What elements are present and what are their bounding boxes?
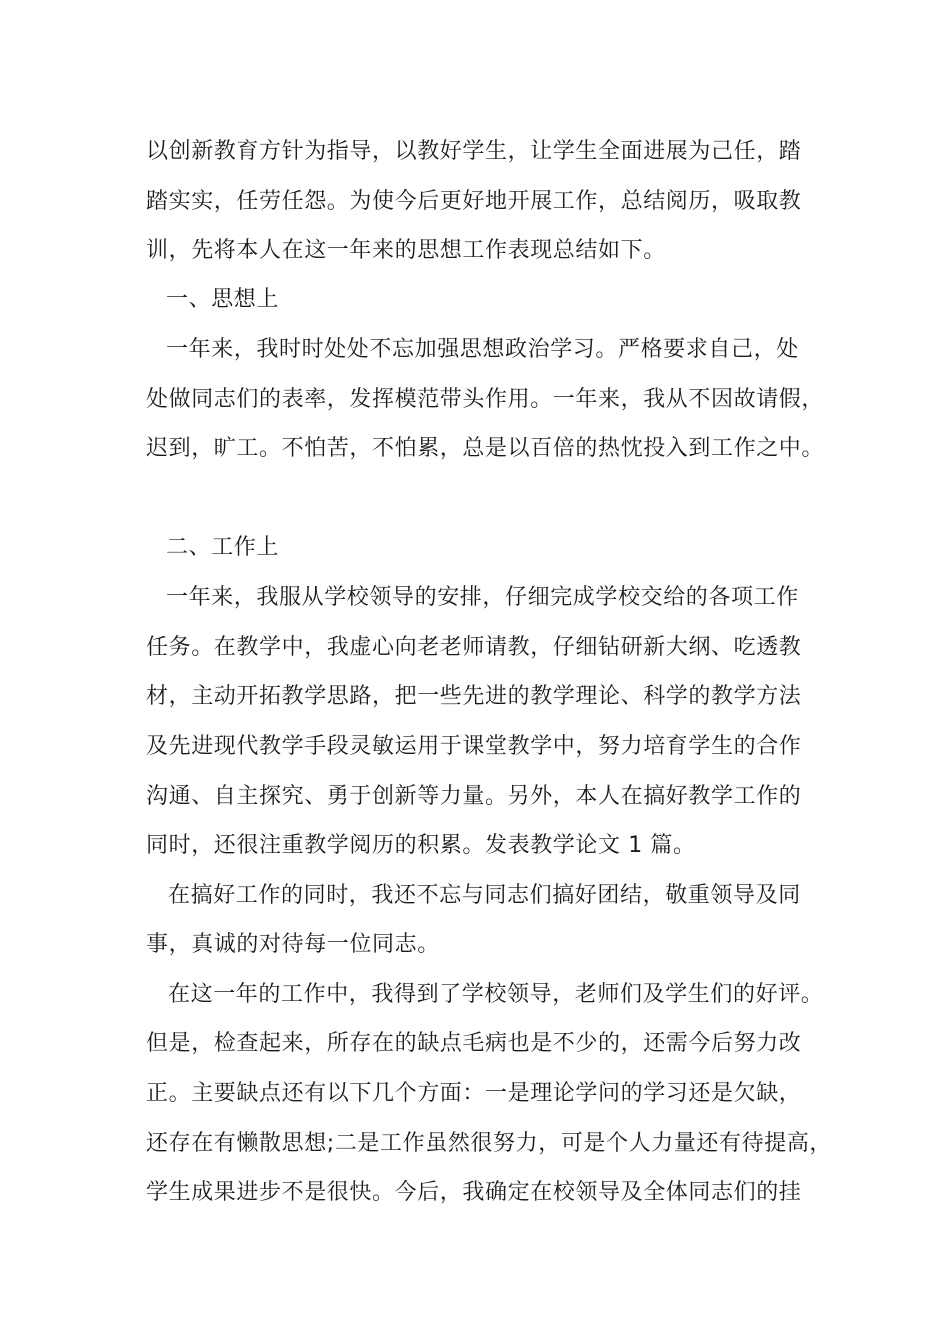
- paragraph-line: 还存在有懒散思想;二是工作虽然很努力，可是个人力量还有待提高，: [146, 1131, 833, 1156]
- section-heading-thought: 一、思想上: [166, 287, 280, 312]
- paragraph-line: 训，先将本人在这一年来的思想工作表现总结如下。: [146, 238, 666, 263]
- paragraph-line: 在这一年的工作中，我得到了学校领导，老师们及学生们的好评。: [168, 982, 824, 1007]
- paragraph-line: 沟通、自主探究、勇于创新等力量。另外，本人在搞好教学工作的: [146, 784, 802, 809]
- paragraph-line: 事，真诚的对待每一位同志。: [146, 932, 440, 957]
- paragraph-line: 任务。在教学中，我虚心向老老师请教，仔细钻研新大纲、吃透教: [146, 635, 802, 660]
- paragraph-line: 处做同志们的表率，发挥模范带头作用。一年来，我从不因故请假，: [146, 387, 825, 412]
- paragraph-line: 在搞好工作的同时，我还不忘与同志们搞好团结，敬重领导及同: [168, 883, 801, 908]
- paragraph-line: 迟到，旷工。不怕苦，不怕累，总是以百倍的热忱投入到工作之中。: [146, 436, 825, 461]
- paragraph-line: 材，主动开拓教学思路，把一些先进的教学理论、科学的教学方法: [146, 684, 802, 709]
- paragraph-line: 学生成果进步不是很快。今后，我确定在校领导及全体同志们的挂: [146, 1180, 802, 1205]
- paragraph-line: 踏实实，任劳任怨。为使今后更好地开展工作，总结阅历，吸取教: [146, 189, 802, 214]
- paragraph-line: 但是，检查起来，所存在的缺点毛病也是不少的，还需今后努力改: [146, 1031, 802, 1056]
- section-heading-work: 二、工作上: [166, 535, 280, 560]
- paragraph-line: 正。主要缺点还有以下几个方面：一是理论学问的学习还是欠缺，: [146, 1081, 802, 1106]
- paragraph-line: 同时，还很注重教学阅历的积累。发表教学论文 1 篇。: [146, 833, 696, 858]
- paragraph-line: 以创新教育方针为指导，以教好学生，让学生全面进展为己任，踏: [146, 139, 802, 164]
- paragraph-line: 一年来，我时时处处不忘加强思想政治学习。严格要求自己，处: [166, 337, 799, 362]
- paragraph-line: 及先进现代教学手段灵敏运用于课堂教学中，努力培育学生的合作: [146, 734, 802, 759]
- paragraph-line: 一年来，我服从学校领导的安排，仔细完成学校交给的各项工作: [166, 585, 799, 610]
